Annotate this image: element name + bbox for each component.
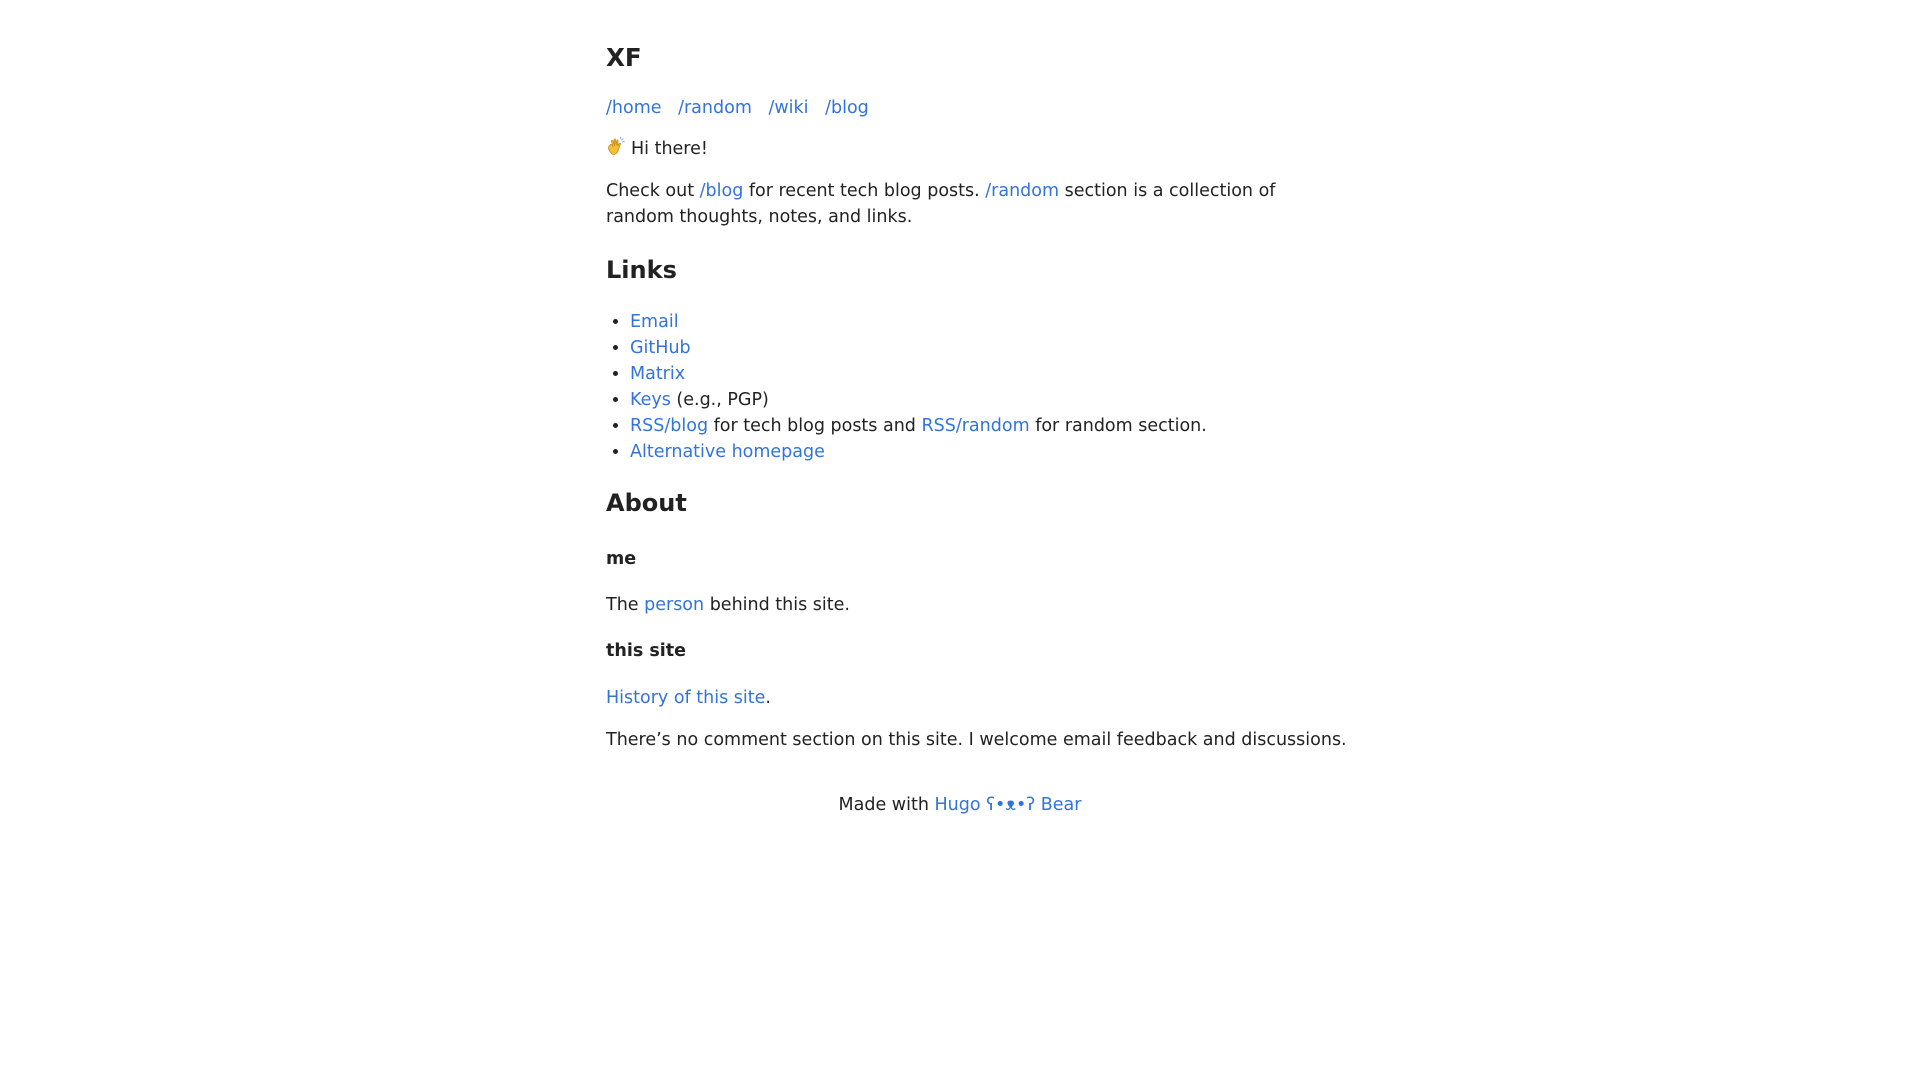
footer-prefix: Made with [838,795,935,815]
site-title-link[interactable]: XF [606,43,642,72]
matrix-link[interactable]: Matrix [630,364,686,384]
list-item [630,335,1207,361]
greeting-text: Hi there! [631,139,708,159]
list-item [630,387,1207,413]
intro-paragraph [606,178,1314,230]
nav-home[interactable]: /home [606,98,662,118]
intro-blog-link[interactable]: /blog [699,181,744,201]
footer [606,792,1314,818]
list-item [630,413,1207,439]
about-heading: About [606,489,687,517]
rss-random-link[interactable]: RSS/random [921,416,1030,436]
history-link[interactable]: History of this site [606,688,766,708]
nav-random[interactable]: /random [678,98,752,118]
rss-middle-text: for tech blog posts and [708,416,922,436]
me-heading: me [606,549,637,569]
keys-note: (e.g., PGP) [670,390,769,410]
hugo-bear-link[interactable]: Hugo ʕ•ᴥ•ʔ Bear [934,795,1082,815]
history-paragraph [606,685,771,711]
person-link[interactable]: person [644,595,705,615]
links-heading: Links [606,256,677,284]
keys-link[interactable]: Keys [630,390,671,410]
alternative-homepage-link[interactable]: Alternative homepage [630,442,825,462]
intro-suffix: section is a collection of random thoughts, notes, and links. [606,181,1276,227]
list-item [630,361,1207,387]
me-suffix: behind this site. [704,595,850,615]
email-link[interactable]: Email [630,312,679,332]
intro-random-link[interactable]: /random [985,181,1060,201]
nav-wiki[interactable]: /wiki [768,98,809,118]
this-site-heading: this site [606,641,686,661]
comment-paragraph: There’s no comment section on this site. I welcome email feedback and discussions. [606,730,1347,750]
greeting [606,136,708,162]
site-title [606,40,642,76]
rss-blog-link[interactable]: RSS/blog [630,416,709,436]
links-list [606,309,1207,465]
intro-prefix: Check out [606,181,700,201]
intro-middle: for recent tech blog posts. [743,181,986,201]
me-paragraph [606,592,850,618]
history-suffix: . [765,688,771,708]
waving-hand-icon [606,137,626,157]
list-item [630,439,1207,465]
nav-blog[interactable]: /blog [825,98,869,118]
list-item [630,309,1207,335]
rss-suffix-text: for random section. [1029,416,1207,436]
github-link[interactable]: GitHub [630,338,691,358]
main-nav [606,95,880,121]
me-prefix: The [606,595,645,615]
